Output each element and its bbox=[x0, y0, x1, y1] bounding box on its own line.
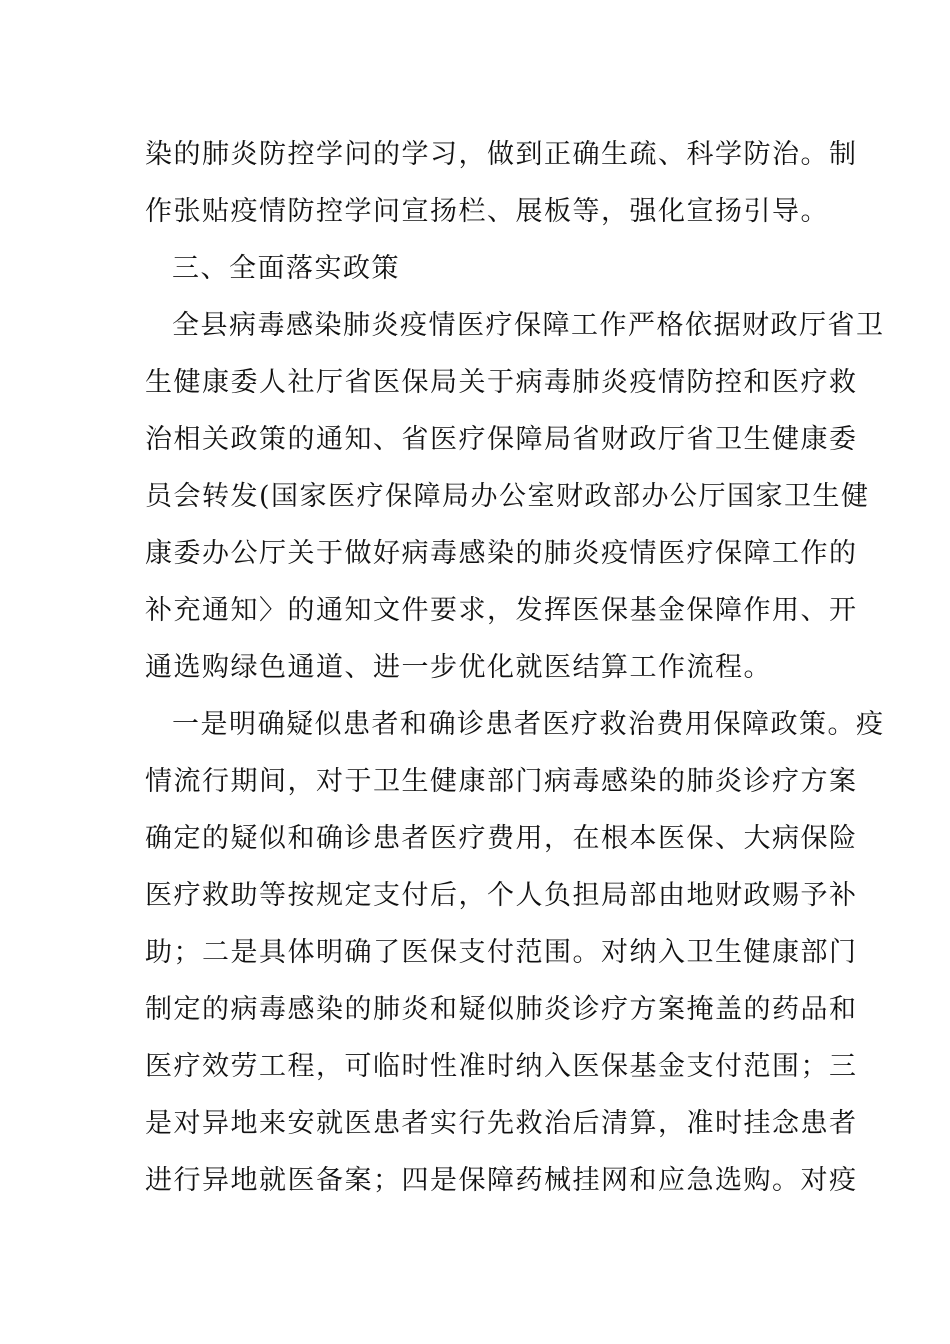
paragraph-1 bbox=[145, 126, 858, 240]
text-line: 补充通知〉的通知文件要求，发挥医保基金保障作用、开 bbox=[145, 595, 858, 626]
text-line: 生健康委人社厅省医保局关于病毒肺炎疫情防控和医疗救 bbox=[145, 367, 858, 398]
text-line: 制定的病毒感染的肺炎和疑似肺炎诊疗方案掩盖的药品和 bbox=[145, 994, 858, 1025]
text-line: 医疗救助等按规定支付后，个人负担局部由地财政赐予补 bbox=[145, 880, 858, 911]
text-line: 全县病毒感染肺炎疫情医疗保障工作严格依据财政厅省卫 bbox=[172, 310, 885, 341]
document-page bbox=[145, 126, 885, 1209]
text-line: 一是明确疑似患者和确诊患者医疗救治费用保障政策。疫 bbox=[172, 709, 885, 740]
text-line: 确定的疑似和确诊患者医疗费用，在根本医保、大病保险 bbox=[145, 823, 858, 854]
paragraph-3 bbox=[145, 696, 885, 1209]
text-line: 通选购绿色通道、进一步优化就医结算工作流程。 bbox=[145, 652, 772, 683]
text-line: 是对异地来安就医患者实行先救治后清算，准时挂念患者 bbox=[145, 1108, 858, 1139]
text-line: 染的肺炎防控学问的学习，做到正确生疏、科学防治。制 bbox=[145, 139, 858, 170]
text-line: 助；二是具体明确了医保支付范围。对纳入卫生健康部门 bbox=[145, 937, 858, 968]
text-line: 作张贴疫情防控学问宣扬栏、展板等，强化宣扬引导。 bbox=[145, 196, 829, 227]
text-line: 进行异地就医备案；四是保障药械挂网和应急选购。对疫 bbox=[145, 1165, 858, 1196]
paragraph-2 bbox=[145, 297, 885, 696]
text-line: 医疗效劳工程，可临时性准时纳入医保基金支付范围；三 bbox=[145, 1051, 858, 1082]
text-line: 情流行期间，对于卫生健康部门病毒感染的肺炎诊疗方案 bbox=[145, 766, 858, 797]
text-line: 康委办公厅关于做好病毒感染的肺炎疫情医疗保障工作的 bbox=[145, 538, 858, 569]
section-heading-text: 三、全面落实政策 bbox=[172, 253, 400, 284]
text-line: 治相关政策的通知、省医疗保障局省财政厅省卫生健康委 bbox=[145, 424, 858, 455]
text-line: 员会转发(国家医疗保障局办公室财政部办公厅国家卫生健 bbox=[145, 481, 870, 512]
section-heading bbox=[145, 240, 805, 297]
